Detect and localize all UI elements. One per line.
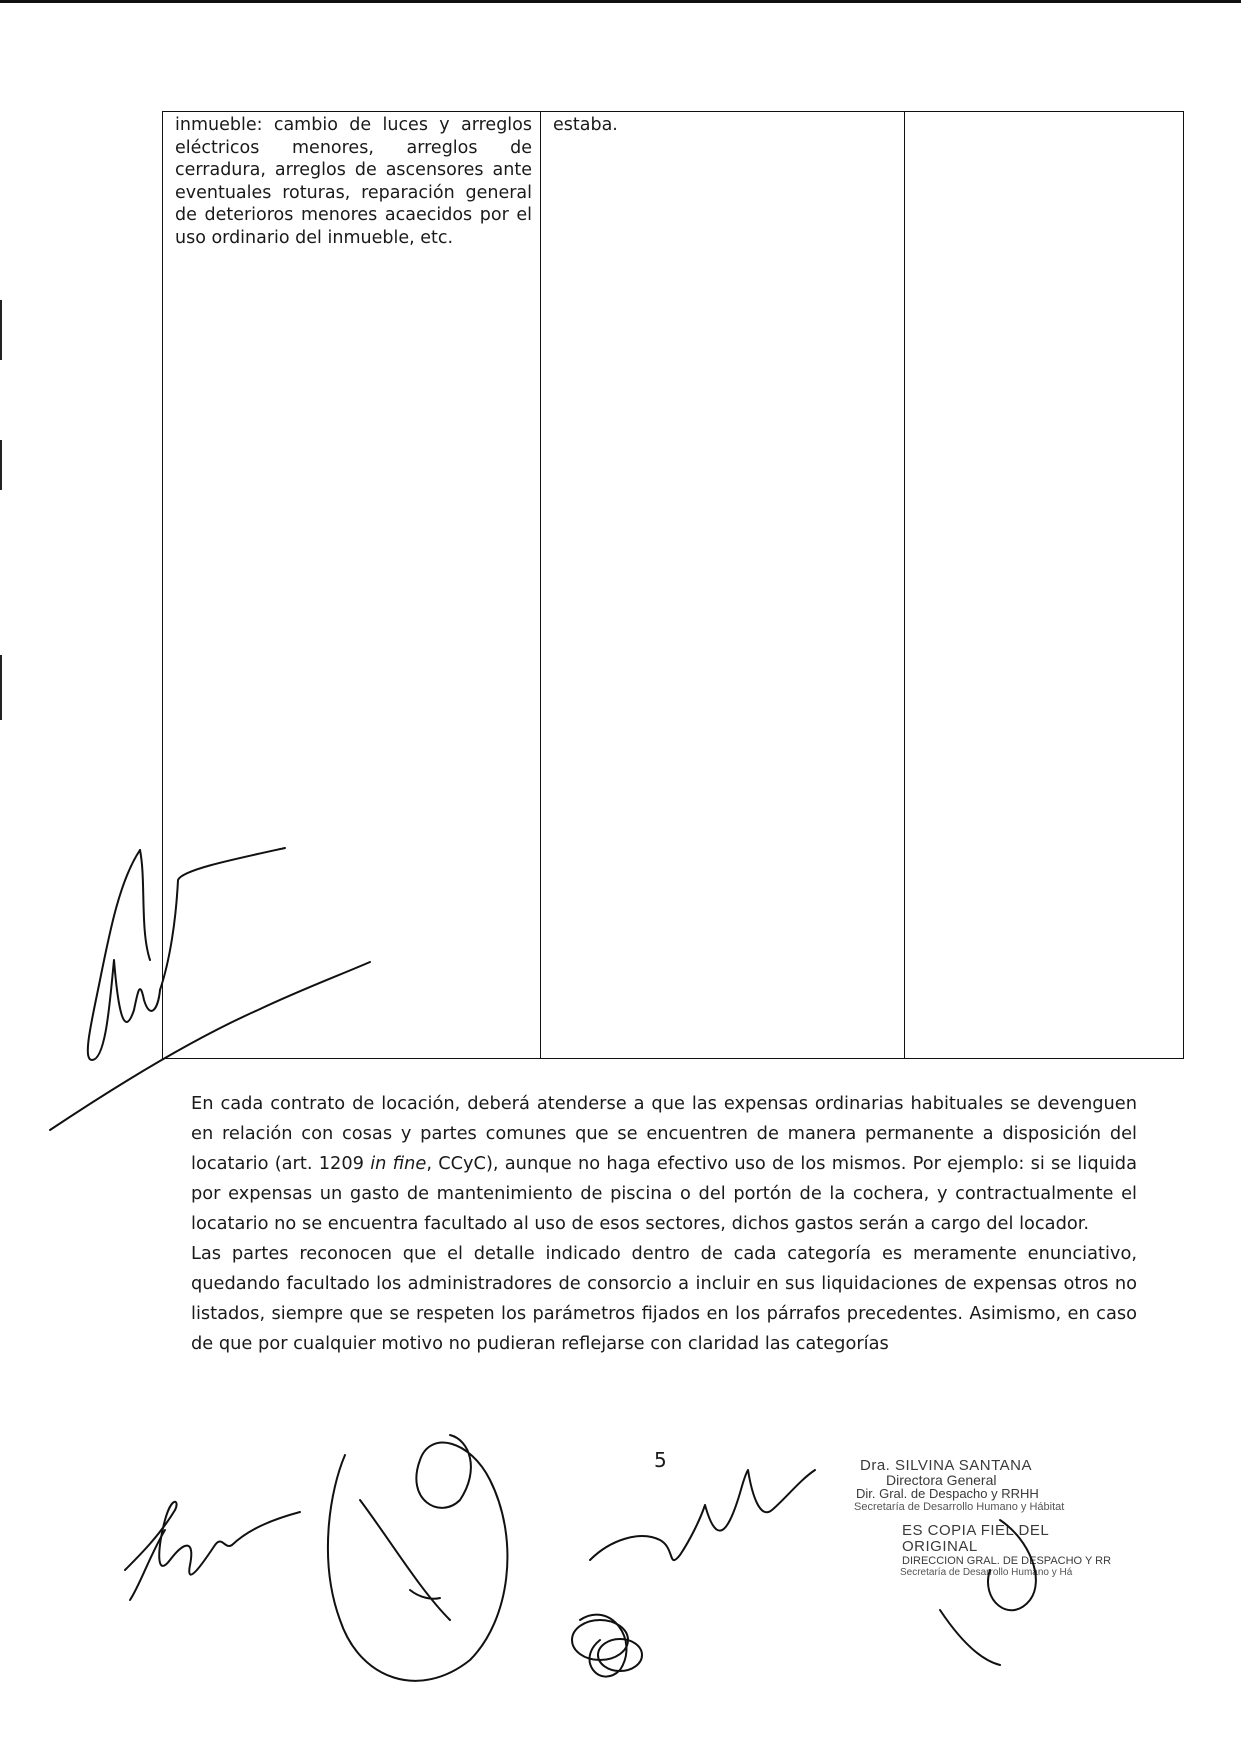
page-number: 5 xyxy=(654,1448,667,1472)
italic-latin-phrase: in fine xyxy=(370,1153,427,1174)
bottom-signature-3 xyxy=(572,1470,815,1677)
stamp-department: Dir. Gral. de Despacho y RRHH xyxy=(856,1486,1039,1501)
bottom-signature-1 xyxy=(125,1502,300,1600)
paragraph-enunciativo: Las partes reconocen que el detalle indicado dentro de cada categoría es meramente enunciativo, quedando facultado los administradores de consorcio a incluir en sus liquidaciones de expensas otros no listados, siempre que se respeten los parámetros fijados en los párrafos precedentes. Asimismo, en caso de que por cualquier motivo no pudieran reflejarse con claridad las categorías xyxy=(191,1243,1137,1354)
stamp-secretariat: Secretaría de Desarrollo Humano y Hábitat xyxy=(854,1501,1065,1513)
paragraph-text: En cada contrato de locación, deberá atenderse a que las expensas ordinarias habituales se devenguen en relación con cosas y partes comunes que se encuentren de manera permanente a disposición del locatario (art. 1209 xyxy=(191,1093,1137,1174)
stamp-title: Directora General xyxy=(886,1472,997,1488)
table-cell-middle: estaba. xyxy=(541,112,905,1059)
stamp-copy-department: DIRECCION GRAL. DE DESPACHO Y RR xyxy=(902,1555,1112,1567)
stamp-ink-flourish xyxy=(940,1520,1036,1665)
stamp-copy-secretariat: Secretaría de Desarrollo Humano y Há xyxy=(900,1567,1073,1578)
bottom-signature-2 xyxy=(328,1435,508,1681)
paragraph-text: , CCyC), aunque no haga efectivo uso de los mismos. Por ejemplo: si se liquida por expensas un gasto de mantenimiento de piscina o del portón de la cochera, y contractualmente el locatario no se encuentra facultado al uso de esos sectores, dichos gastos serán a cargo del locador. xyxy=(191,1153,1137,1234)
left-margin-signature xyxy=(50,848,370,1130)
stamp-copy-mark: ES COPIA FIEL DEL ORIGINAL xyxy=(902,1522,1049,1555)
stamp-name: Dra. SILVINA SANTANA xyxy=(860,1457,1032,1474)
table-cell-description: inmueble: cambio de luces y arreglos eléctricos menores, arreglos de cerradura, arreglos de ascensores ante eventuales roturas, reparación general de deterioros menores acaecidos por el uso ordinario del inmueble, etc. xyxy=(163,112,541,1059)
